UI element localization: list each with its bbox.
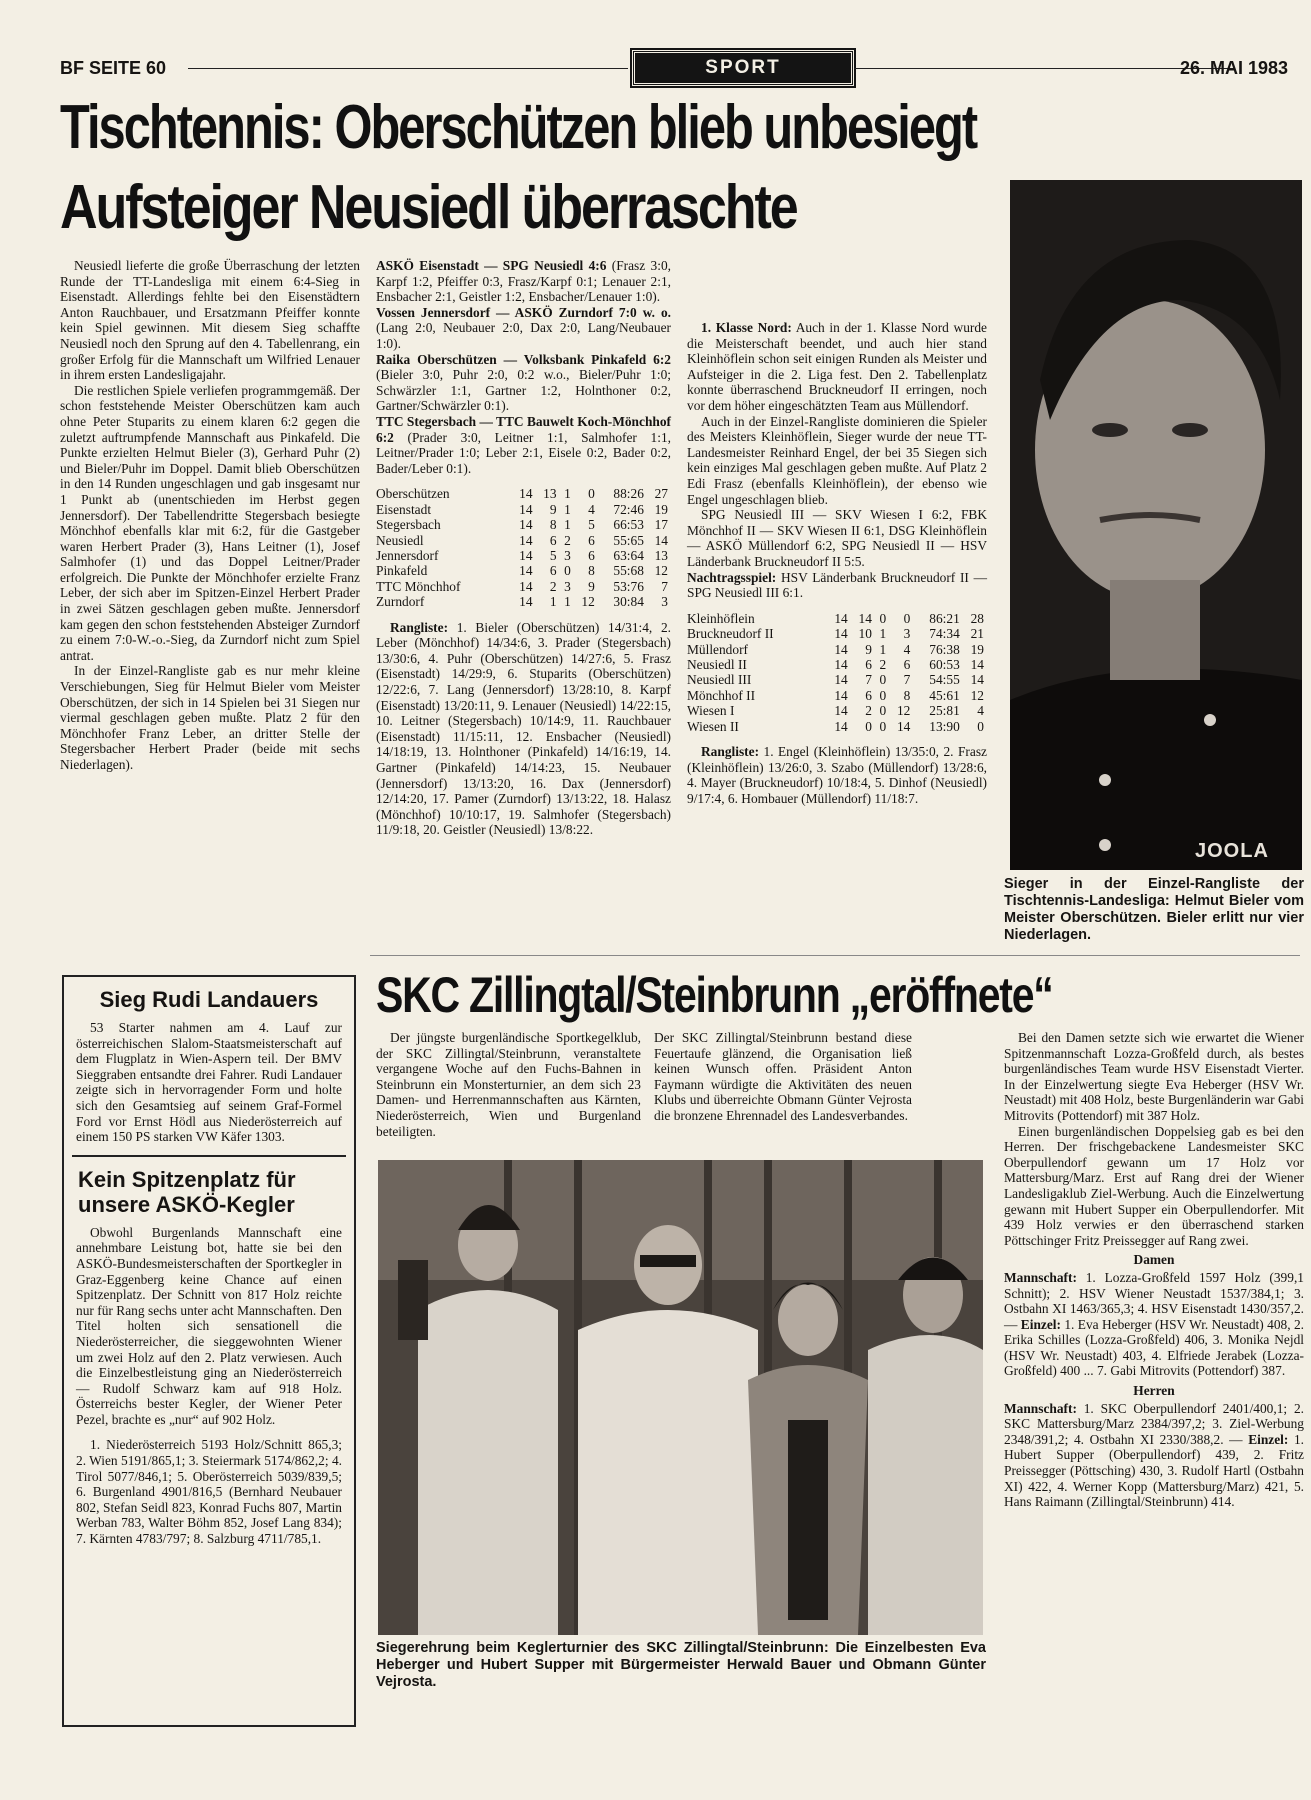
section-label bbox=[632, 50, 854, 86]
makeup-text: HSV Länderbank Bruckneudorf II — SPG Neusiedl III 6:1. bbox=[687, 569, 987, 601]
stat-cell: 12 bbox=[970, 687, 984, 703]
stat-cell: 14 bbox=[519, 517, 533, 533]
match-detail: (Bieler 3:0, Puhr 2:0, 0:2 w.o., Bieler/Puhr 1:0; Schwärzler 1:1, Gartner 1:2, Holnthoner 0:2, Gartner/Schwärzler 0:1). bbox=[376, 367, 671, 414]
stat-cell: 66:53 bbox=[613, 517, 644, 533]
stat-cell: 9 bbox=[549, 501, 557, 517]
stat-cell: 1 bbox=[564, 501, 571, 517]
stat-cell: 30:84 bbox=[613, 594, 644, 610]
stat-cell: 1 bbox=[564, 594, 571, 610]
stat-cell: 1 bbox=[879, 626, 887, 642]
team-name: TTC Mönchhof bbox=[376, 578, 461, 594]
stat-cell: 14 bbox=[834, 656, 848, 672]
match-detail: (Frasz 3:0, Karpf 1:2, Pfeiffer 0:3, Frasz/Karpf 0:1; Lenauer 2:1, Ensbacher 2:1, Geistler 1:2, Ensbacher/Lenauer 1:0). bbox=[376, 258, 671, 305]
match-result bbox=[376, 258, 671, 305]
portrait-image bbox=[1010, 180, 1302, 870]
standings-row bbox=[376, 548, 671, 563]
stat-cell: 0 bbox=[879, 703, 887, 719]
stat-cell: 14 bbox=[519, 532, 533, 548]
standings-row bbox=[687, 719, 987, 734]
team-name: Stegersbach bbox=[376, 517, 441, 533]
stat-cell: 17 bbox=[654, 517, 668, 533]
team-name: Neusiedl III bbox=[687, 672, 752, 688]
standings-row bbox=[687, 642, 987, 657]
tt-column-2 bbox=[376, 258, 671, 838]
team-label: Mannschaft: bbox=[1004, 1269, 1077, 1285]
team-name: Zurndorf bbox=[376, 594, 425, 610]
award-photo bbox=[378, 1160, 983, 1635]
stat-cell: 0 bbox=[903, 610, 911, 626]
stat-cell: 14 bbox=[834, 641, 848, 657]
header-rule-right bbox=[854, 68, 1234, 69]
stat-cell: 0 bbox=[879, 610, 887, 626]
standings-row bbox=[376, 579, 671, 594]
stat-cell: 45:61 bbox=[929, 687, 960, 703]
stat-cell: 7 bbox=[903, 672, 911, 688]
stat-cell: 14 bbox=[896, 718, 911, 734]
stat-cell: 4 bbox=[588, 501, 595, 517]
tt-paragraph: SPG Neusiedl III — SKV Wiesen I 6:2, FBK Mönchhof II — SKV Wiesen II 6:1, DSG Kleinhöflein — ASKÖ Müllendorf 6:2, SPG Neusiedl II — HSV Länderbank Bruckneudorf II 5:5. bbox=[687, 507, 987, 569]
tt-paragraph: In der Einzel-Rangliste gab es nur mehr kleine Verschiebungen, Sieg für Helmut Bieler vom Meister Oberschützen, der sich in 14 Spielen bei 31 Siegen nur viermal geschlagen geben mußte. Platz 2 für den Mönchhofer Franz Leber, an dritter Stelle der Stegersbacher Herbert Prader (beide mit sechs Niederlagen). bbox=[60, 663, 360, 772]
stat-cell: 6 bbox=[903, 656, 911, 672]
stat-cell: 88:26 bbox=[613, 486, 644, 502]
league-text: Auch in der 1. Klasse Nord wurde die Meisterschaft beendet, und auch hier stand Kleinhöflein schon seit einigen Runden als Meister und Aufsteiger in die 2. Liga fest. Den 2. Tabellenplatz konnte überraschend Bruckneudorf II erringen, noch vor dem höher eingeschätzten Team aus Müllendorf. bbox=[687, 320, 987, 413]
stat-cell: 14 bbox=[858, 610, 872, 626]
stat-cell: 6 bbox=[865, 656, 872, 672]
league-label: 1. Klasse Nord: bbox=[701, 320, 792, 335]
team-results: 1. Lozza-Großfeld 1597 Holz (399,1 Schnitt); 2. HSV Wiener Neustadt 1537/384,1; 3. Ostbahn XI 1463/365,3; 4. HSV Eisenstadt 1430/357,2. — bbox=[1004, 1269, 1304, 1332]
tt-paragraph: Neusiedl lieferte die große Überraschung der letzten Runde der TT-Landesliga mit einem 6:4-Sieg in Eisenstadt. Allerdings fehlte bei den Eisenstädtern Anton Rauchbauer, und Ersatzmann Pfeiffer konnte kein Spiel gewinnen. Mit diesem Sieg schaffte Neusiedl noch den Sprung auf den 4. Tabellenrang, ein großer Erfolg für die Mannschaft um Wilfried Lenauer in ihrem ersten Landesligajahr. bbox=[60, 258, 360, 383]
stat-cell: 1 bbox=[549, 594, 557, 610]
single-results: 1. Hubert Supper (Oberpullendorf) 439, 2. Fritz Preissegger (Pöttsching) 430, 3. Rudolf Hartl (Ostbahn XI) 422, 4. Werner Kopp (Mattersburg/Marz) 421, 5. Hans Raimann (Zillingtal/Steinbrunn) 414. bbox=[1004, 1431, 1305, 1510]
standings-row bbox=[687, 672, 987, 687]
stat-cell: 3 bbox=[903, 626, 911, 642]
stat-cell: 2 bbox=[564, 532, 571, 548]
stat-cell: 0 bbox=[879, 718, 887, 734]
match-result bbox=[376, 305, 671, 352]
standings-table-klasse-nord bbox=[687, 611, 987, 734]
stat-cell: 14 bbox=[519, 501, 533, 517]
single-label: Einzel: bbox=[1248, 1431, 1289, 1447]
tt-paragraph bbox=[687, 570, 987, 601]
match-detail: (Lang 2:0, Neubauer 2:0, Dax 2:0, Lang/Neubauer 1:0). bbox=[376, 320, 671, 351]
stat-cell: 7 bbox=[865, 672, 872, 688]
ranking-list bbox=[687, 744, 987, 806]
ranking-label: Rangliste: bbox=[701, 743, 760, 759]
standings-row bbox=[376, 517, 671, 532]
kegeln-column-3 bbox=[1004, 1030, 1304, 1510]
stat-cell: 3 bbox=[564, 547, 571, 563]
stat-cell: 53:76 bbox=[613, 578, 644, 594]
stat-cell: 5 bbox=[588, 517, 595, 533]
stat-cell: 14 bbox=[970, 672, 984, 688]
match-title: ASKÖ Eisenstadt — SPG Neusiedl 4:6 bbox=[376, 258, 607, 273]
standings-row bbox=[687, 688, 987, 703]
box-separator bbox=[72, 1155, 346, 1157]
stat-cell: 0 bbox=[865, 718, 872, 734]
team-name: Oberschützen bbox=[376, 486, 450, 502]
team-name: Neusiedl bbox=[376, 532, 424, 548]
stat-cell: 14 bbox=[519, 486, 533, 502]
stat-cell: 14 bbox=[519, 594, 533, 610]
stat-cell: 13:90 bbox=[929, 718, 960, 734]
stat-cell: 21 bbox=[970, 626, 984, 642]
team-label: Mannschaft: bbox=[1004, 1400, 1077, 1416]
issue-date: 26. MAI 1983 bbox=[1180, 58, 1289, 78]
box-paragraph: 53 Starter nahmen am 4. Lauf zur österreichischen Slalom-Staatsmeisterschaft auf dem Flugplatz in Wien-Aspern teil. Der BMV Sieggraben entsandte drei Fahrer. Rudi Landauer zeigte sich in hervorragender Form und holte sich den Gesamtsieg auf seinem Graf-Formel Ford vor Ernst Hödl aus Niederösterreich auf einem 150 PS starken VW Käfer 1303. bbox=[76, 1020, 342, 1145]
stat-cell: 0 bbox=[564, 563, 571, 579]
portrait-caption: Sieger in der Einzel-Rangliste der Tischtennis-Landesliga: Helmut Bieler vom Meister Oberschützen. Bieler erlitt nur vier Niederlagen. bbox=[1004, 876, 1304, 943]
team-name: Mönchhof II bbox=[687, 687, 756, 703]
standings-row bbox=[376, 563, 671, 578]
kegeln-paragraph: Der SKC Zillingtal/Steinbrunn bestand diese Feuertaufe glänzend, die Organisation ließ keinen Wunsch offen. Präsident Anton Faymann würdigte die Aktivitäten des neuen Klubs und überreichte Obmann Günter Vejrosta die bronzene Ehrennadel des Landesverbandes. bbox=[654, 1030, 912, 1123]
stat-cell: 0 bbox=[977, 718, 984, 734]
team-name: Pinkafeld bbox=[376, 563, 428, 579]
stat-cell: 12 bbox=[581, 594, 595, 610]
stat-cell: 4 bbox=[977, 703, 984, 719]
page-header bbox=[60, 56, 1310, 82]
match-title: TTC Stegersbach — TTC Bauwelt Koch-Mönchhof 6:2 bbox=[376, 413, 671, 445]
tt-paragraph: Die restlichen Spiele verliefen programmgemäß. Der schon feststehende Meister Oberschützen kam auch ohne Peter Stuparits zu einem klaren 6:2 gegen die zuletzt auftrumpfende Mannschaft aus Pinkafeld. Die Punkte erzielten Helmut Bieler (3), Gerhard Puhr (2) und Bieler/Puhr im Doppel. Damit blieb Oberschützen in den 14 Runden ungeschlagen und gab insgesamt nur 1 Punkt ab (unentschieden im Herbst gegen Jennersdorf). Der Tabellendritte Stegersbach besiegte Mönchhof ebenfalls klar mit 6:2, für die Gastgeber waren Herbert Prader (3), Hans Leitner (1), Josef Salmhofer (1) und das Doppel Leitner/Prader erfolgreich. Die Punkte der Mönchhofer erzielte Franz Leber, der sich aber im Spitzen-Einzel Herbert Prader in zwei Sätzen geschlagen geben mußte. Jennersdorf kam gegen den schon feststehenden Absteiger Zurndorf zu einem 7:0-W.-o.-Sieg, da Zurndorf nicht zum Spiel antrat. bbox=[60, 382, 360, 663]
stat-cell: 27 bbox=[654, 486, 668, 502]
team-name: Kleinhöflein bbox=[687, 610, 755, 626]
match-result bbox=[376, 414, 671, 476]
tt-column-3 bbox=[687, 320, 987, 806]
box-results: 1. Niederösterreich 5193 Holz/Schnitt 865,3; 2. Wien 5191/865,1; 3. Steiermark 5174/862,2; 4. Tirol 5077/846,1; 5. Oberösterreich 5039/839,5; 6. Burgenland 4901/816,5 (Bernhard Neubauer 802, Stefan Seidl 823, Konrad Fuchs 807, Martin Werban 783, Walter Böhm 852, Josef Lang 834); 7. Kärnten 4783/797; 8. Salzburg 4711/785,1. bbox=[76, 1437, 342, 1547]
damen-results bbox=[1004, 1270, 1304, 1379]
stat-cell: 55:65 bbox=[613, 532, 644, 548]
stat-cell: 72:46 bbox=[613, 501, 644, 517]
page-number: BF SEITE 60 bbox=[60, 58, 167, 78]
award-caption: Siegerehrung beim Keglerturnier des SKC Zillingtal/Steinbrunn: Die Einzelbesten Eva Heberger und Hubert Supper mit Bürgermeister Herwald Bauer und Obmann Günter Vejrosta. bbox=[376, 1640, 986, 1690]
portrait-photo bbox=[1010, 180, 1302, 870]
stat-cell: 0 bbox=[588, 486, 595, 502]
team-name: Eisenstadt bbox=[376, 501, 432, 517]
stat-cell: 8 bbox=[549, 517, 557, 533]
standings-row bbox=[687, 703, 987, 718]
stat-cell: 12 bbox=[896, 703, 911, 719]
tt-paragraph bbox=[687, 320, 987, 414]
stat-cell: 9 bbox=[588, 578, 595, 594]
stat-cell: 74:34 bbox=[929, 626, 960, 642]
headline-sub: Aufsteiger Neusiedl überraschte bbox=[60, 173, 797, 242]
stat-cell: 4 bbox=[903, 641, 911, 657]
stat-cell: 6 bbox=[549, 563, 557, 579]
damen-heading: Damen bbox=[1133, 1252, 1175, 1268]
stat-cell: 14 bbox=[834, 610, 848, 626]
team-name: Jennersdorf bbox=[376, 547, 439, 563]
stat-cell: 1 bbox=[564, 517, 571, 533]
kegeln-column-2 bbox=[654, 1030, 912, 1124]
stat-cell: 2 bbox=[549, 578, 557, 594]
stat-cell: 14 bbox=[970, 656, 984, 672]
kegeln-paragraph: Einen burgenländischen Doppelsieg gab es bei den Herren. Der frischgebackene Landesmeister SKC Oberpullendorf gewann um 17 Holz vor Mattersburg/Marz. Erst auf Rang drei der Wiener Landesligaklub Ziel-Werbung. Auch die Einzelwertung gewann mit Hubert Supper ein Oberpullendorfer. Mit 439 Holz verwies er den überraschend starken Pöttschinger Fritz Preissegger auf Rang zwei. bbox=[1004, 1123, 1304, 1248]
standings-row bbox=[376, 594, 671, 609]
standings-row bbox=[376, 486, 671, 501]
stat-cell: 7 bbox=[661, 578, 668, 594]
stat-cell: 6 bbox=[588, 532, 595, 548]
stat-cell: 76:38 bbox=[929, 641, 960, 657]
box-heading-2: Kein Spitzenplatz für unsere ASKÖ-Kegler bbox=[78, 1166, 296, 1217]
stat-cell: 12 bbox=[654, 563, 668, 579]
stat-cell: 14 bbox=[834, 687, 848, 703]
standings-row bbox=[376, 502, 671, 517]
stat-cell: 1 bbox=[564, 486, 571, 502]
stat-cell: 14 bbox=[834, 703, 848, 719]
stat-cell: 60:53 bbox=[929, 656, 960, 672]
stat-cell: 3 bbox=[564, 578, 571, 594]
stat-cell: 2 bbox=[865, 703, 872, 719]
team-results: 1. SKC Oberpullendorf 2401/400,1; 2. SKC Mattersburg/Marz 2384/397,2; 3. Ziel-Werbung 2348/391,2; 4. Ostbahn XI 2330/388,2. — bbox=[1004, 1400, 1304, 1447]
headline-kegeln: SKC Zillingtal/Steinbrunn „eröffnete“ bbox=[376, 967, 1053, 1023]
single-results: 1. Eva Heberger (HSV Wr. Neustadt) 408, 2. Erika Schilles (Lozza-Großfeld) 406, 3. Monika Nejdl (HSV Wr. Neustadt) 403, 4. Elfriede Jerabek (Lozza-Großfeld) 400 ... 7. Gabi Mitrovits (Pottendorf) 387. bbox=[1004, 1316, 1304, 1379]
stat-cell: 8 bbox=[588, 563, 595, 579]
team-name: Wiesen II bbox=[687, 718, 739, 734]
team-name: Bruckneudorf II bbox=[687, 626, 774, 642]
stat-cell: 1 bbox=[879, 641, 887, 657]
stat-cell: 6 bbox=[588, 547, 595, 563]
stat-cell: 14 bbox=[519, 578, 533, 594]
header-rule-left bbox=[188, 68, 628, 69]
stat-cell: 13 bbox=[543, 486, 557, 502]
ranking-text: 1. Bieler (Oberschützen) 14/31:4, 2. Leber (Mönchhof) 14/34:6, 3. Prader (Stegersbach) 13/30:6, 4. Puhr (Oberschützen) 14/27:6, 5. Frasz (Eisenstadt) 14/29:9, 6. Stuparits (Oberschützen) 12/22:6, 7. Lang (Jennersdorf) 13/28:10, 8. Karpf (Eisenstadt) 13/20:11, 9. Lenauer (Neusiedl) 14/22:15, 10. Leitner (Stegersbach) 10/14:9, 11. Rauchbauer (Eisenstadt) 11/15:11, 12. Ensbacher (Neusiedl) 14/18:19, 13. Holnthoner (Pinkafeld) 14/16:19, 14. Gartner (Pinkafeld) 14/14:23, 15. Neubauer (Jennersdorf) 13/13:20, 16. Dax (Jennersdorf) 12/14:20, 17. Pamer (Zurndorf) 13/13:22, 18. Halasz (Mönchhof) 10/10:17, 19. Salmhofer (Stegersbach) 11/9:18, 20. Geistler (Neusiedl) 13/8:22. bbox=[376, 619, 671, 838]
standings-row bbox=[376, 533, 671, 548]
stat-cell: 14 bbox=[654, 532, 668, 548]
stat-cell: 25:81 bbox=[929, 703, 960, 719]
standings-row bbox=[687, 611, 987, 626]
stat-cell: 13 bbox=[654, 547, 668, 563]
brand-logo: JOOLA bbox=[1195, 840, 1269, 862]
stat-cell: 19 bbox=[654, 501, 668, 517]
stat-cell: 14 bbox=[834, 672, 848, 688]
stat-cell: 3 bbox=[661, 594, 668, 610]
stat-cell: 0 bbox=[879, 672, 887, 688]
stat-cell: 5 bbox=[549, 547, 557, 563]
stat-cell: 14 bbox=[519, 563, 533, 579]
stat-cell: 6 bbox=[865, 687, 872, 703]
team-name: Neusiedl II bbox=[687, 656, 747, 672]
stat-cell: 28 bbox=[970, 610, 984, 626]
box-text-2 bbox=[76, 1225, 342, 1547]
stat-cell: 19 bbox=[970, 641, 984, 657]
stat-cell: 54:55 bbox=[929, 672, 960, 688]
match-detail: (Prader 3:0, Leitner 1:1, Salmhofer 1:1, Leitner/Prader 1:0; Leber 2:1, Eisele 0:2, Bader 0:2, Bader/Leber 0:1). bbox=[376, 429, 671, 476]
standings-row bbox=[687, 626, 987, 641]
team-name: Müllendorf bbox=[687, 641, 748, 657]
stat-cell: 10 bbox=[858, 626, 872, 642]
makeup-label: Nachtragsspiel: bbox=[687, 569, 777, 585]
match-title: Raika Oberschützen — Volksbank Pinkafeld 6:2 bbox=[376, 351, 671, 367]
headline-main: Tischtennis: Oberschützen blieb unbesiegt bbox=[60, 93, 977, 162]
single-label: Einzel: bbox=[1020, 1316, 1061, 1332]
ranking-list bbox=[376, 620, 671, 838]
stat-cell: 8 bbox=[903, 687, 911, 703]
stat-cell: 6 bbox=[549, 532, 557, 548]
stat-cell: 14 bbox=[519, 547, 533, 563]
award-image bbox=[378, 1160, 983, 1635]
stat-cell: 14 bbox=[834, 626, 848, 642]
news-box bbox=[62, 975, 356, 1727]
stat-cell: 0 bbox=[879, 687, 887, 703]
tt-column-1 bbox=[60, 258, 360, 773]
match-title: Vossen Jennersdorf — ASKÖ Zurndorf 7:0 w. o. bbox=[376, 304, 671, 320]
box-paragraph: Obwohl Burgenlands Mannschaft eine annehmbare Leistung bot, hatte sie bei den ASKÖ-Bundesmeisterschaften der Sportkegler in Graz-Eggenberg keine Chance auf einen Spitzenplatz. Der Schnitt von 817 Holz reichte nur für Rang sechs unter acht Mannschaften. Den Titel holten sich sensationell die Niederösterreicher, die sieggewohnten Wiener um zwei Holz auf den 2. Platz verwiesen. Auch die Einzelbestleistung ging an Niederösterreich — Rudolf Schwarz kam auf 918 Holz. Österreichs bester Kegler, der Wiener Peter Pezel, brachte es „nur“ auf 902 Holz. bbox=[76, 1224, 342, 1427]
stat-cell: 9 bbox=[865, 641, 872, 657]
stat-cell: 14 bbox=[834, 718, 848, 734]
herren-results bbox=[1004, 1401, 1304, 1510]
box-heading-1: Sieg Rudi Landauers bbox=[99, 987, 319, 1012]
box-text-1 bbox=[76, 1020, 342, 1145]
section-text: SPORT bbox=[705, 57, 781, 78]
standings-table-landesliga bbox=[376, 486, 671, 609]
kegeln-paragraph: Bei den Damen setzte sich wie erwartet die Wiener Spitzenmannschaft Lozza-Großfeld durch, als bestes burgenländisches Team wurde HSV Eisenstadt Vierter. In der Einzelwertung siegte Eva Heberger (HSV Wr. Neustadt) mit 408 Holz, beste Burgenländerin war Gabi Mitrovits (Pottendorf) mit 387 Holz. bbox=[1004, 1030, 1304, 1123]
stat-cell: 63:64 bbox=[613, 547, 644, 563]
kegeln-paragraph: Der jüngste burgenländische Sportkegelklub, der SKC Zillingtal/Steinbrunn, veranstaltete vergangene Woche auf den Fuchs-Bahnen in Steinbrunn ein Monsterturnier, an dem sich 23 Damen- und Herrenmannschaften aus Kärnten, Niederösterreich, Wien und Burgenland beteiligten. bbox=[376, 1030, 641, 1139]
match-result bbox=[376, 352, 671, 414]
stat-cell: 2 bbox=[879, 656, 887, 672]
tt-paragraph: Auch in der Einzel-Rangliste dominieren die Spieler des Meisters Kleinhöflein, Sieger wurde der neue TT-Landesmeister Reinhard Engel, der bei 35 Siegen sich kein einziges Mal geschlagen geben mußte. Auf Platz 2 Edi Frasz (ebenfalls Kleinhöflein), der ebenso wie Engel ungeschlagen blieb. bbox=[687, 413, 987, 507]
stat-cell: 86:21 bbox=[929, 610, 960, 626]
ranking-text: 1. Engel (Kleinhöflein) 13/35:0, 2. Frasz (Kleinhöflein) 13/26:0, 3. Szabo (Müllendorf) 13/28:6, 4. Mayer (Bruckneudorf) 10/18:4, 5. Dinhof (Neusiedl) 9/17:4, 6. Hombauer (Müllendorf) 11/18:7. bbox=[687, 743, 987, 806]
team-name: Wiesen I bbox=[687, 703, 735, 719]
ranking-label: Rangliste: bbox=[390, 619, 449, 635]
section-divider bbox=[370, 955, 1300, 956]
standings-row bbox=[687, 657, 987, 672]
kegeln-column-1 bbox=[376, 1030, 641, 1139]
stat-cell: 55:68 bbox=[613, 563, 644, 579]
herren-heading: Herren bbox=[1133, 1383, 1175, 1399]
